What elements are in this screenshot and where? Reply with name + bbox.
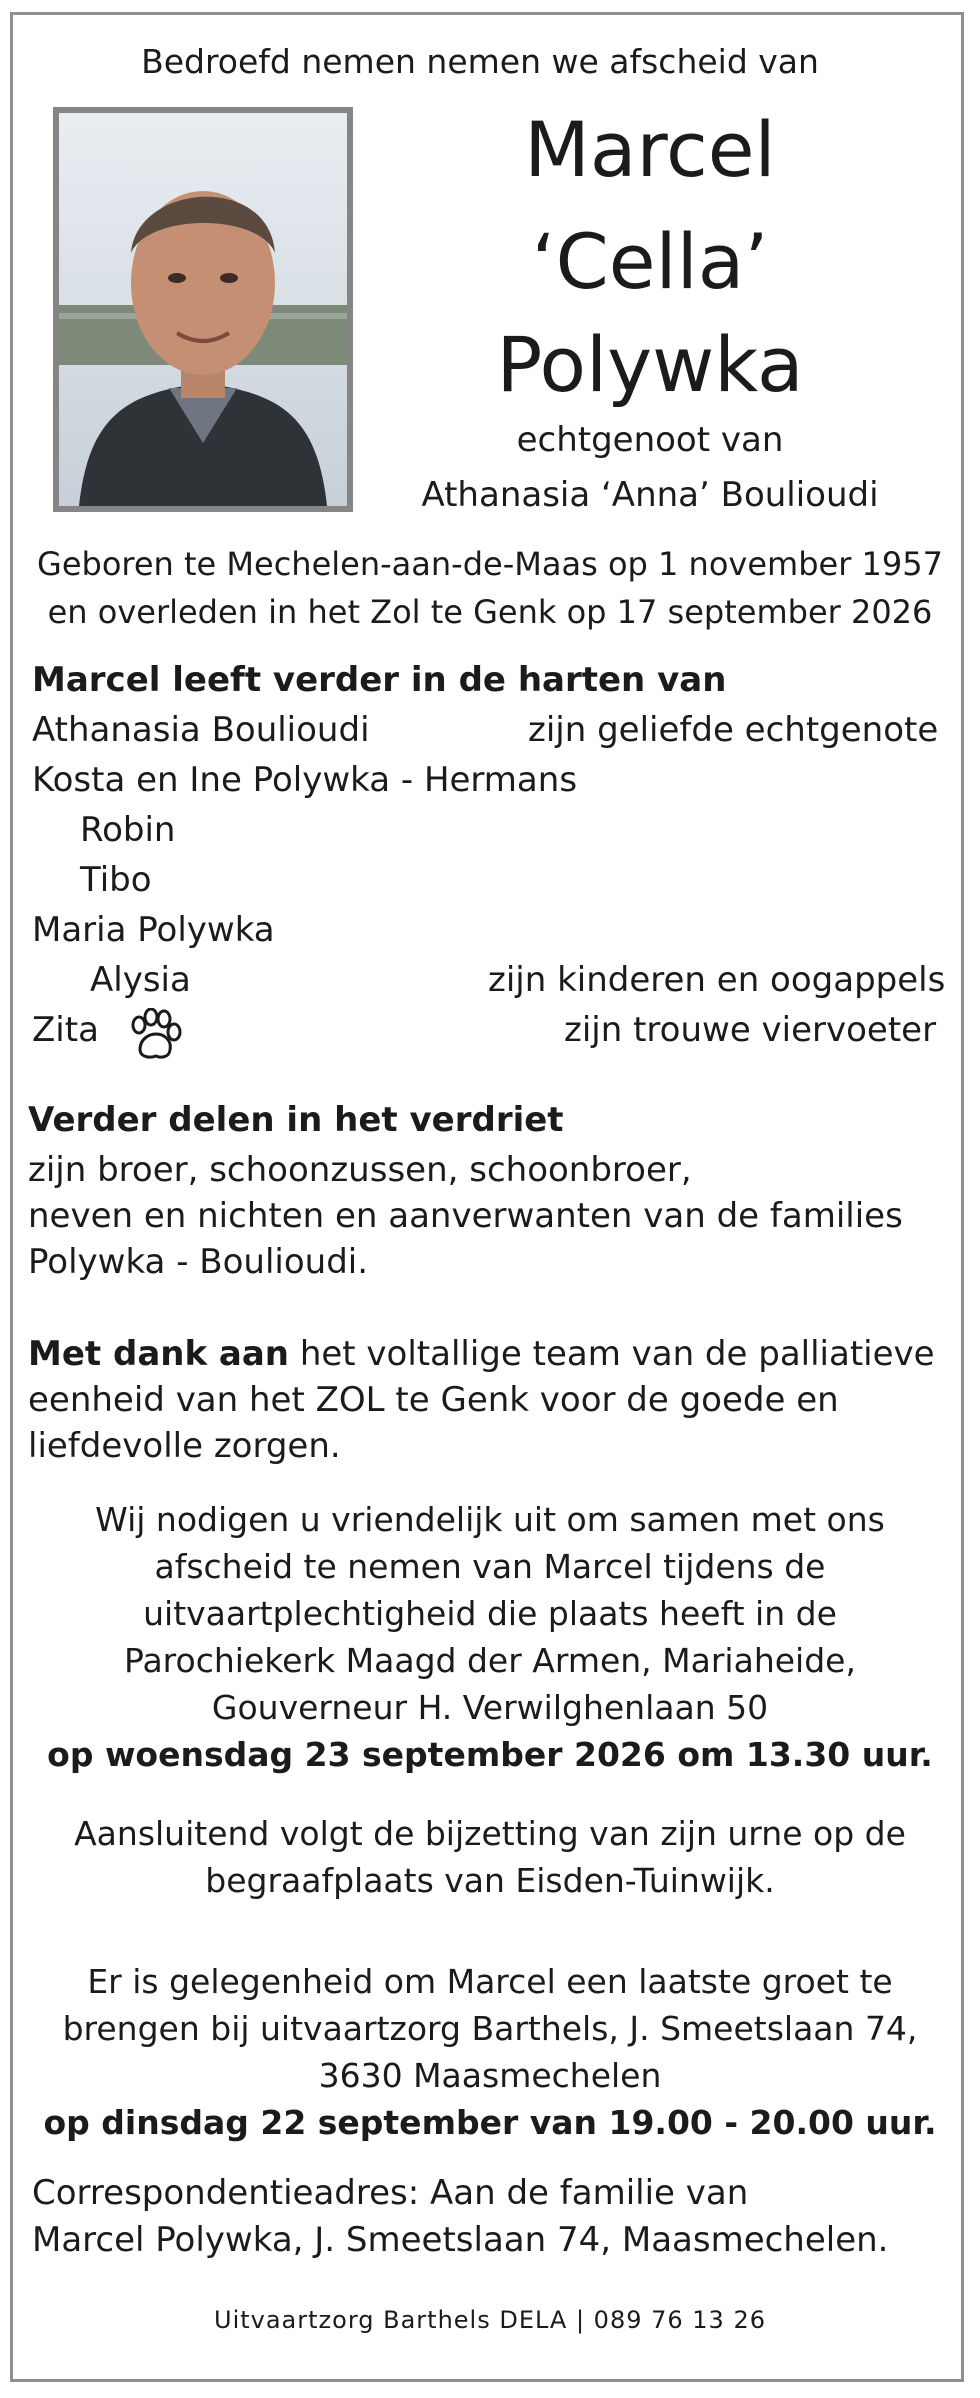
birth-line-2: en overleden in het Zol te Genk op 17 september 2026 (47, 593, 933, 631)
ceremony-line: afscheid te nemen van Marcel tijdens de (154, 1547, 826, 1586)
thanks-line-3: liefdevolle zorgen. (28, 1426, 341, 1466)
visit-line: 3630 Maasmechelen (318, 2056, 662, 2095)
spouse-name: Athanasia ‘Anna’ Boulioudi (421, 475, 879, 515)
burial-line: begraafplaats van Eisden-Tuinwijk. (205, 1861, 775, 1900)
footer-contact: Uitvaartzorg Barthels DELA | 089 76 13 26 (214, 2306, 766, 2334)
name-nickname: ‘Cella’ (531, 217, 769, 306)
grief-line: neven en nichten en aanverwanten van de families (28, 1196, 903, 1236)
thanks-line-1 (28, 1331, 948, 1377)
grief-line: zijn broer, schoonzussen, schoonbroer, (28, 1150, 692, 1190)
survivor-name: Kosta en Ine Polywka - Hermans (32, 760, 578, 800)
survivor-relation: zijn kinderen en oogappels (488, 960, 946, 1000)
visit-line: Er is gelegenheid om Marcel een laatste groet te (87, 1962, 893, 2001)
survivor-name: Alysia (90, 960, 191, 1000)
thanks-rest: het voltallige team van de palliatieve (289, 1334, 935, 1374)
survivors-heading: Marcel leeft verder in de harten van (32, 660, 727, 700)
thanks-bold: Met dank aan (28, 1334, 290, 1374)
thanks-line-2: eenheid van het ZOL te Genk voor de goede en (28, 1380, 839, 1420)
ceremony-date: op woensdag 23 september 2026 om 13.30 uur. (47, 1735, 933, 1774)
ceremony-line: Gouverneur H. Verwilghenlaan 50 (211, 1688, 769, 1727)
correspondence-line-2: Marcel Polywka, J. Smeetslaan 74, Maasmechelen. (32, 2220, 889, 2260)
correspondence-line-1: Correspondentieadres: Aan de familie van (32, 2173, 749, 2213)
survivor-relation: zijn geliefde echtgenote (528, 710, 939, 750)
ceremony-line: Parochiekerk Maagd der Armen, Mariaheide, (124, 1641, 856, 1680)
visit-line: brengen bij uitvaartzorg Barthels, J. Smeetslaan 74, (62, 2009, 918, 2048)
intro-text: Bedroefd nemen nemen we afscheid van (141, 42, 819, 81)
birth-line-1: Geboren te Mechelen-aan-de-Maas op 1 november 1957 (37, 545, 943, 583)
survivor-name: Athanasia Boulioudi (32, 710, 370, 750)
survivor-relation: zijn trouwe viervoeter (564, 1010, 937, 1050)
survivor-name: Tibo (80, 860, 152, 900)
paw-print-icon (124, 1008, 184, 1066)
survivor-name: Robin (80, 810, 176, 850)
spouse-relation: echtgenoot van (516, 420, 784, 460)
grief-heading: Verder delen in het verdriet (28, 1100, 564, 1140)
survivor-name: Maria Polywka (32, 910, 275, 950)
name-last: Polywka (496, 320, 804, 409)
visit-date: op dinsdag 22 september van 19.00 - 20.00 uur. (43, 2103, 937, 2142)
portrait-photo (53, 107, 353, 512)
survivor-name: Zita (32, 1010, 99, 1050)
ceremony-line: Wij nodigen u vriendelijk uit om samen met ons (95, 1500, 885, 1539)
grief-line: Polywka - Boulioudi. (28, 1242, 369, 1282)
ceremony-line: uitvaartplechtigheid die plaats heeft in de (143, 1594, 837, 1633)
burial-line: Aansluitend volgt de bijzetting van zijn urne op de (74, 1814, 906, 1853)
name-first: Marcel (524, 105, 776, 194)
